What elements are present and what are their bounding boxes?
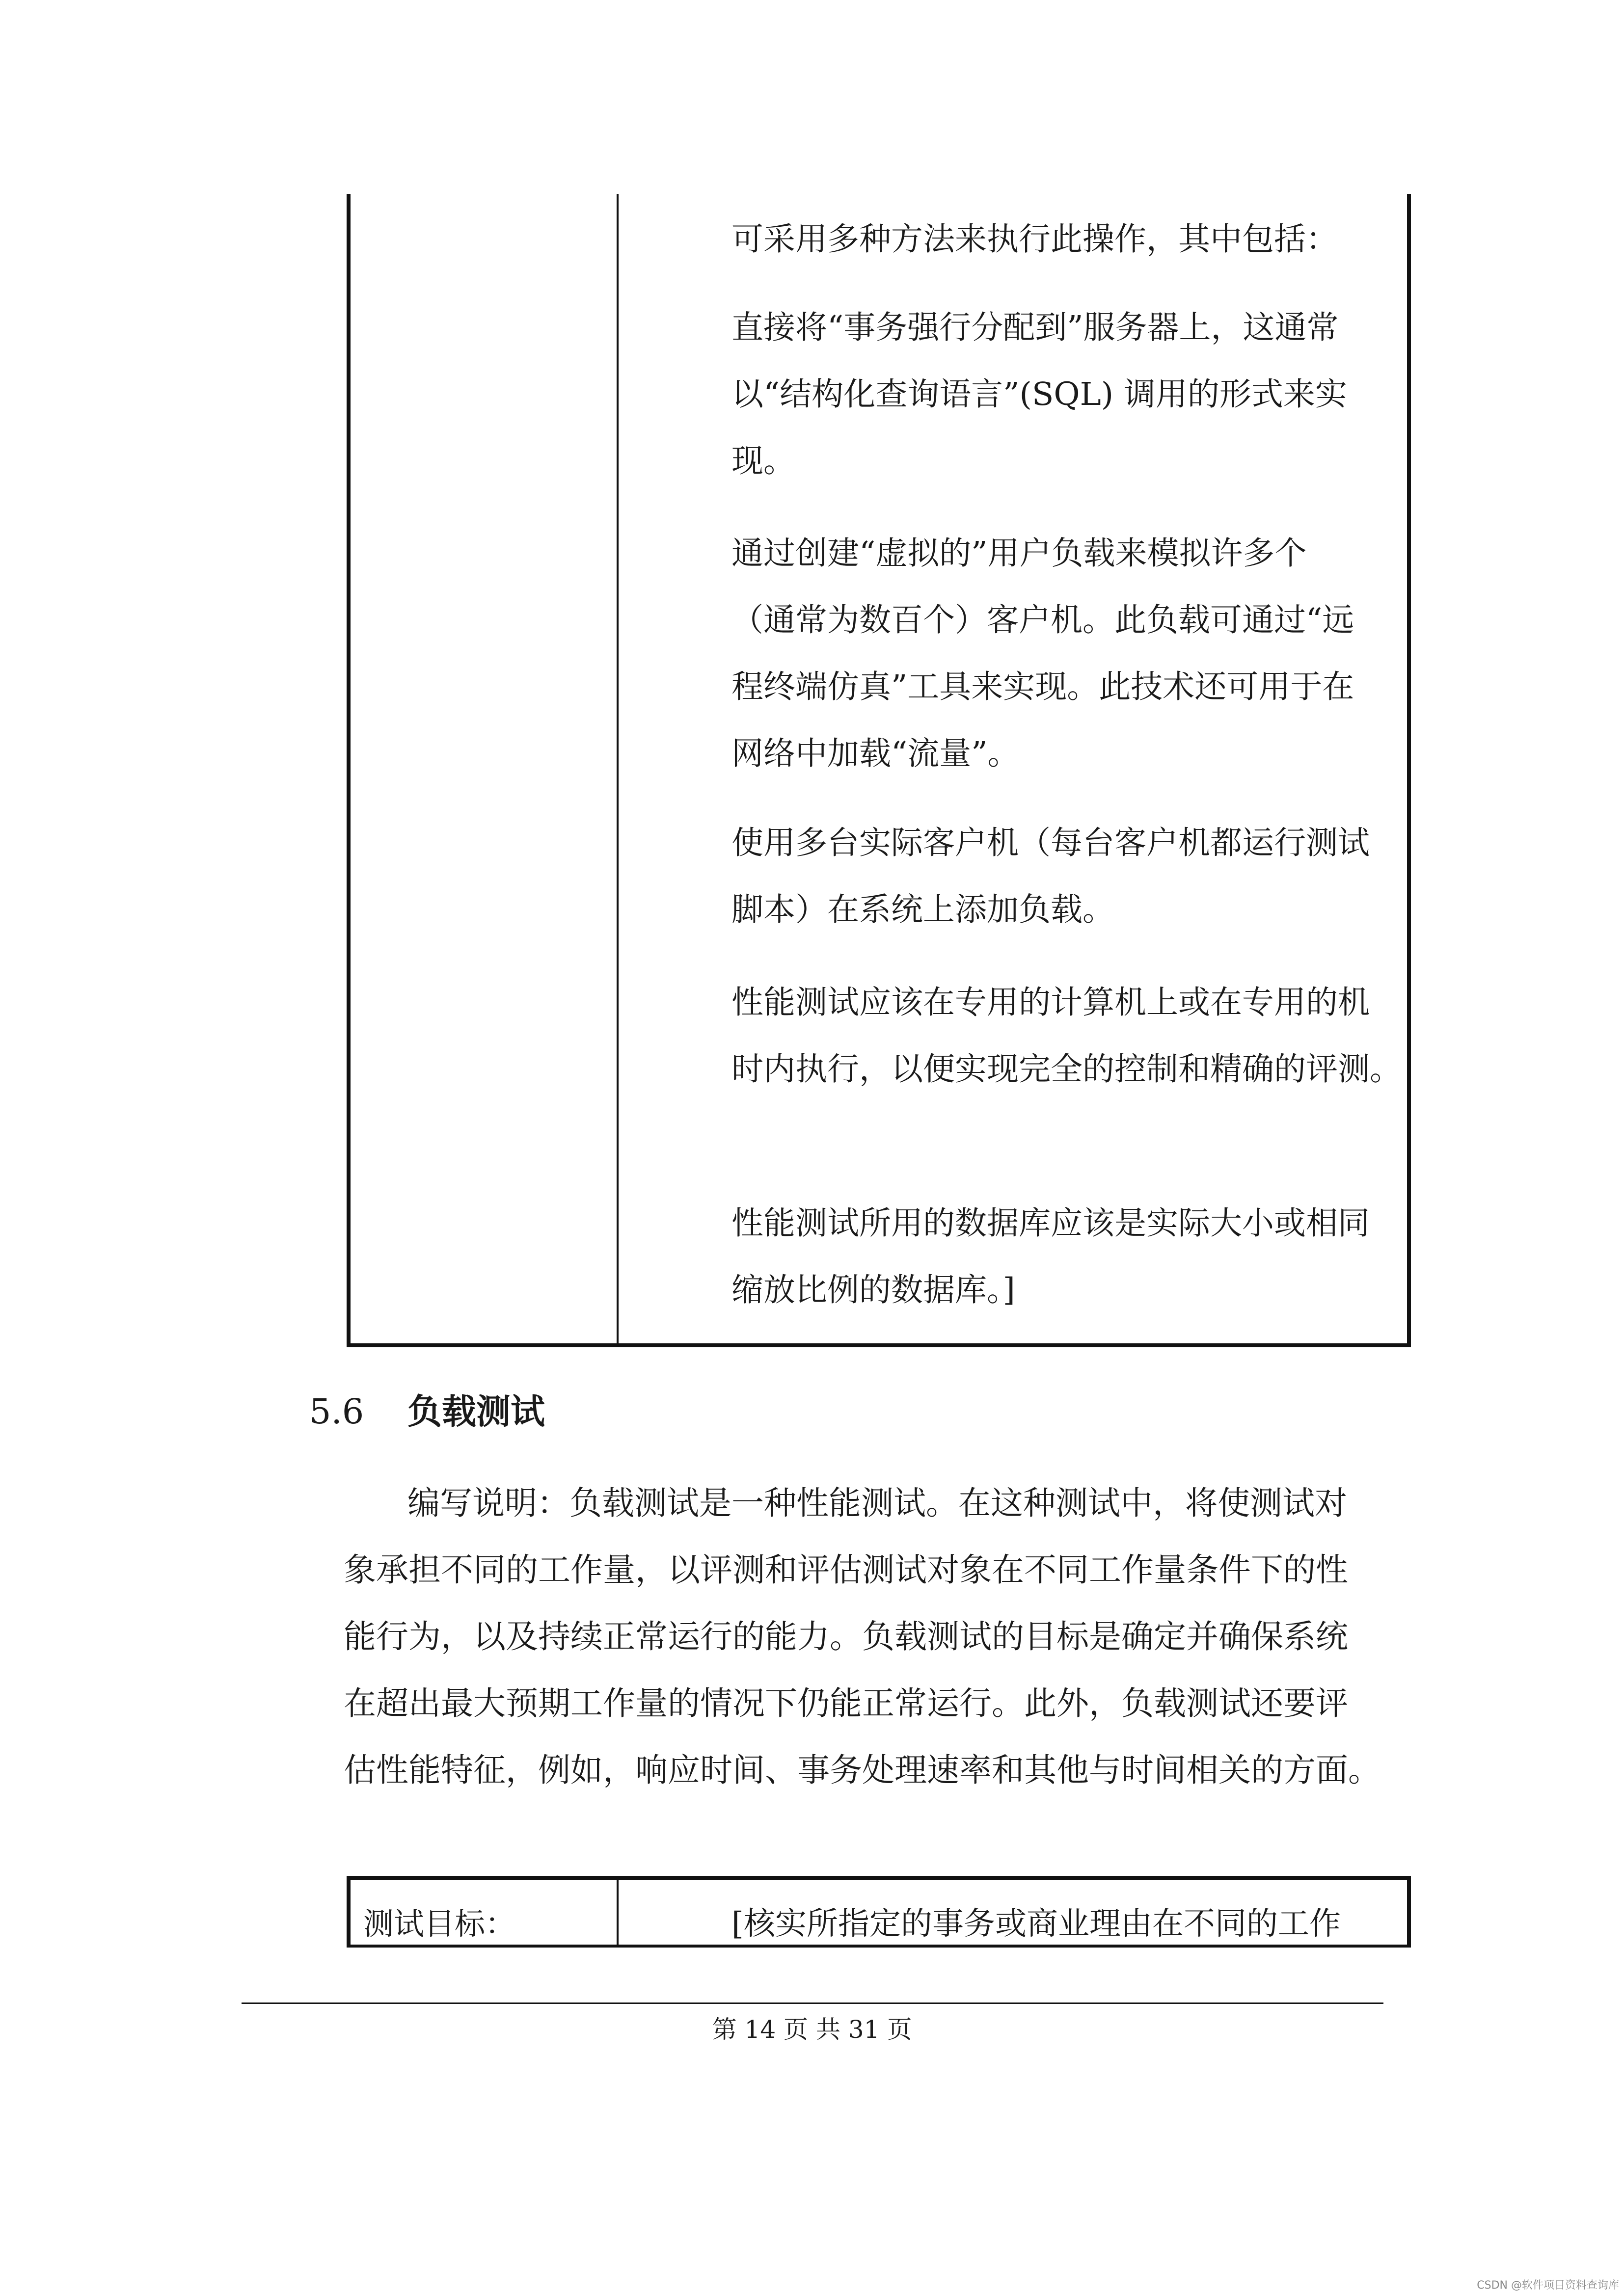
table1-cell-paragraph [731,206,1429,273]
table1-bottom-border [347,1343,1411,1347]
table1-cell-paragraph [731,520,1429,787]
section-title: 负载测试 [407,1391,545,1432]
table2-content: [核实所指定的事务或商业理由在不同的工作 [731,1906,1341,1942]
text-line: 直接将“事务强行分配到”服务器上，这通常 [731,309,1339,346]
section-number: 5.6 [309,1391,364,1432]
table1-cell-paragraph [731,810,1429,943]
text-line: 时内执行，以便实现完全的控制和精确的评测。 [731,1051,1402,1088]
text-line: 程终端仿真”工具来实现。此技术还可用于在 [731,668,1354,705]
watermark: CSDN @软件项目资料查询库 [1477,2279,1619,2292]
text-line: 象承担不同的工作量，以评测和评估测试对象在不同工作量条件下的性 [344,1551,1348,1589]
table1-column-divider [617,194,619,1347]
text-line: 可采用多种方法来执行此操作，其中包括： [731,221,1338,258]
table2-bottom-border [347,1945,1411,1948]
text-line: 使用多台实际客户机（每台客户机都运行测试 [731,825,1370,861]
body-paragraph [344,1470,1380,1804]
text-line: 能行为，以及持续正常运行的能力。负载测试的目标是确定并确保系统 [344,1618,1348,1655]
table2-left-border [347,1876,351,1948]
table2-right-border [1407,1876,1411,1948]
text-line: 现。 [731,443,796,480]
table1-left-border [347,194,351,1347]
table1-cell-paragraph [731,1190,1429,1324]
text-line: 在超出最大预期工作量的情况下仍能正常运行。此外，负载测试还要评 [344,1684,1348,1722]
text-line: 估性能特征，例如，响应时间、事务处理速率和其他与时间相关的方面。 [344,1751,1380,1789]
text-line: 缩放比例的数据库。] [731,1272,1015,1308]
footer-rule [242,2002,1383,2004]
text-line: 以“结构化查询语言”(SQL) 调用的形式来实 [731,376,1347,413]
text-line: 网络中加载“流量”。 [731,735,1020,772]
text-line: 性能测试所用的数据库应该是实际大小或相同 [731,1205,1370,1242]
table2-column-divider [617,1876,619,1948]
text-line: 脚本）在系统上添加负载。 [731,891,1115,928]
text-line: 通过创建“虚拟的”用户负载来模拟许多个 [731,535,1307,572]
section-heading [309,1384,545,1434]
page-footer: 第 14 页 共 31 页 [712,2015,912,2044]
table1-cell-paragraph [731,969,1429,1103]
table2-label: 测试目标： [363,1906,516,1942]
table1-cell-paragraph [731,294,1429,495]
text-line: 性能测试应该在专用的计算机上或在专用的机 [731,984,1370,1021]
text-line: 编写说明：负载测试是一种性能测试。在这种测试中，将使测试对 [407,1484,1347,1522]
table2-top-border [347,1876,1411,1880]
text-line: （通常为数百个）客户机。此负载可通过“远 [731,602,1354,639]
